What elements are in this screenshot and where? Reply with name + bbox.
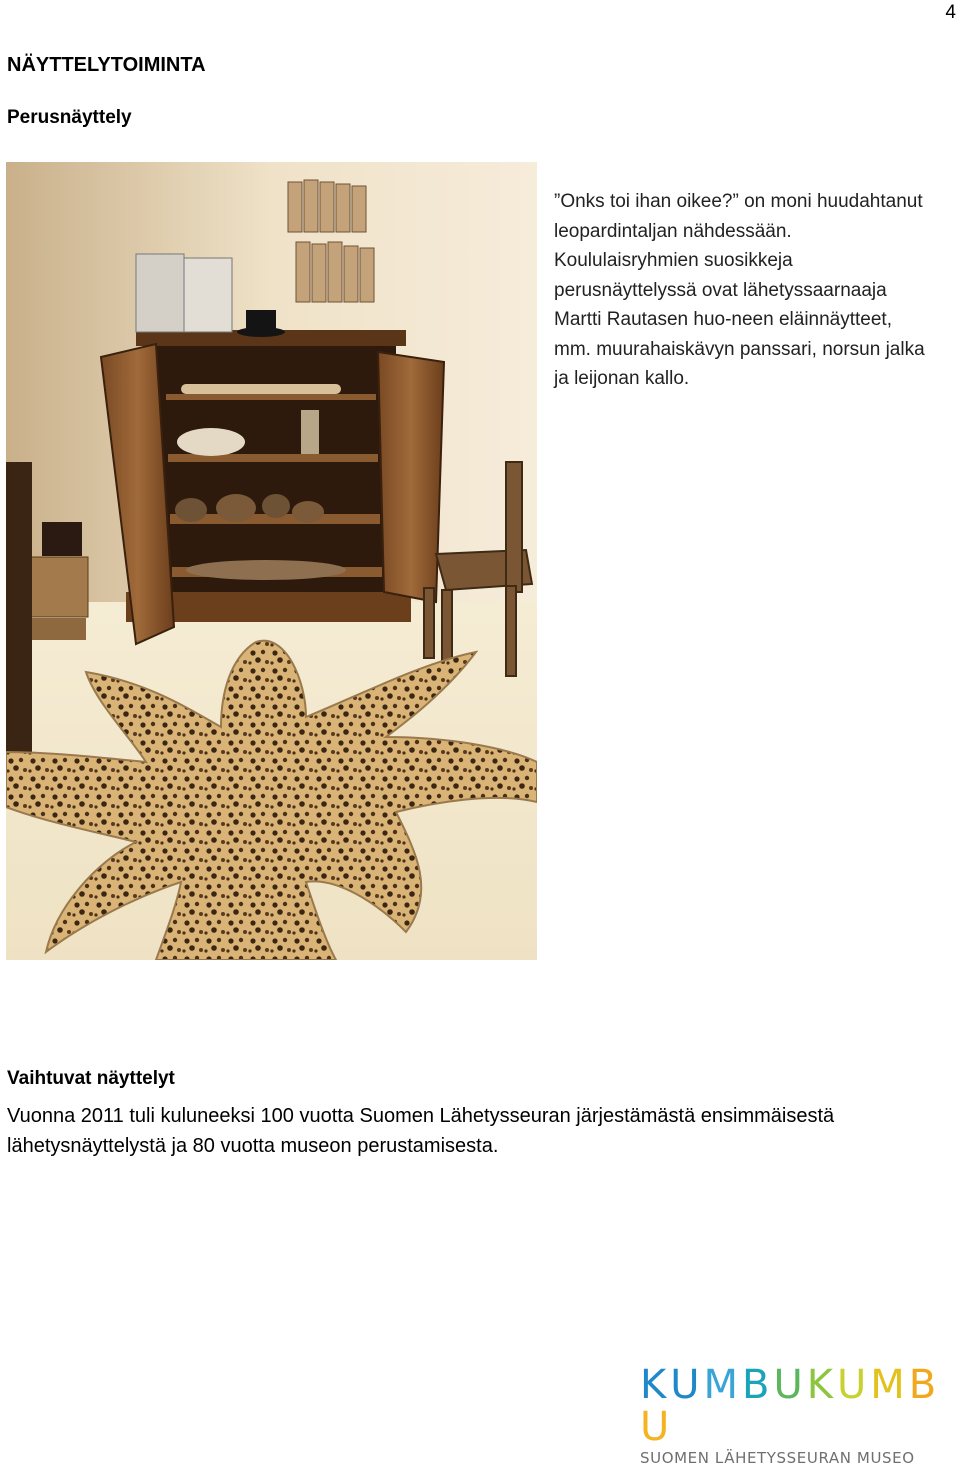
changing-exhibitions-heading: Vaihtuvat näyttelyt <box>7 1068 175 1089</box>
kumbukumbu-logo <box>640 1362 946 1467</box>
page-number: 4 <box>945 2 956 23</box>
logo-letter: U <box>670 1362 704 1408</box>
logo-letter: U <box>837 1362 871 1408</box>
logo-letter: M <box>870 1362 909 1408</box>
logo-letter: B <box>908 1362 941 1408</box>
photo-caption: ”Onks toi ihan oikee?” on moni huudahtanut leopardintaljan nähdessään. Koululaisryhmien suosikkeja perusnäyttelyssä ovat lähetyssaarnaaja Martti Rautasen huo-neen eläinnäytteet, mm. muurahaiskävyn panssari, norsun jalka ja leijonan kallo. <box>554 191 925 389</box>
logo-letter: K <box>806 1362 837 1408</box>
changing-exhibitions-text: Vuonna 2011 tuli kuluneeksi 100 vuotta Suomen Lähetysseuran järjestämästä ensimmäisestä lähetysnäyttelystä ja 80 vuotta museon perustamisesta. <box>7 1105 835 1157</box>
logo-letter: M <box>703 1362 743 1408</box>
logo-letter: U <box>773 1362 807 1408</box>
logo-letter: B <box>742 1362 774 1408</box>
permanent-exhibition-heading: Perusnäyttely <box>7 107 132 128</box>
section-title: NÄYTTELYTOIMINTA <box>7 54 206 76</box>
logo-letter: U <box>640 1404 674 1450</box>
logo-wordmark <box>640 1364 946 1448</box>
logo-letter: K <box>640 1362 671 1408</box>
exhibition-photo <box>6 162 537 960</box>
logo-subtitle: SUOMEN LÄHETYSSEURAN MUSEO <box>640 1449 915 1467</box>
